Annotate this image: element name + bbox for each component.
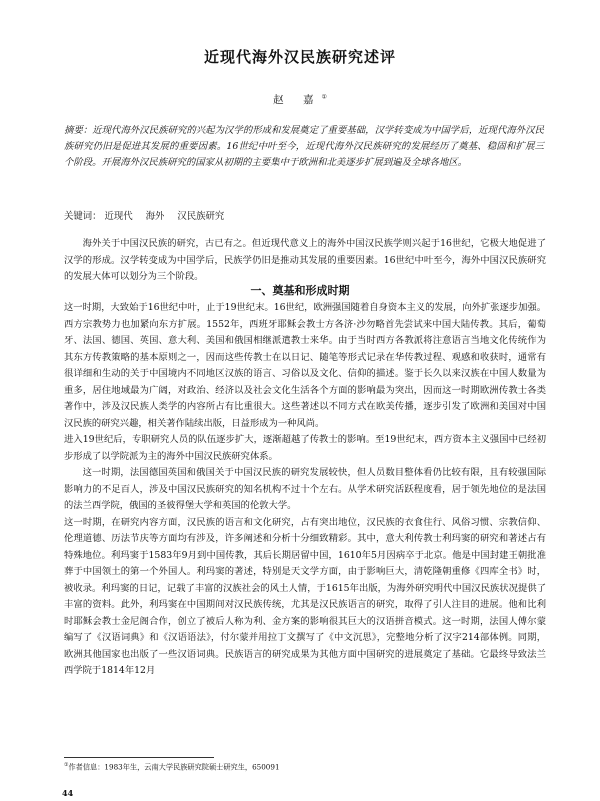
intro-section bbox=[64, 236, 546, 286]
body-paragraph: 进入19世纪后，专职研究人员的队伍逐步扩大，逐渐超越了传教士的影响。至19世纪末，西方资本主义强国中已经初步形成了以学院派为主的海外中国汉民族研究体系。 bbox=[64, 434, 546, 462]
keyword: 近现代 bbox=[104, 211, 133, 222]
author-name: 赵 嘉 bbox=[273, 94, 322, 106]
article-title: 近现代海外汉民族研究述评 bbox=[203, 48, 396, 66]
body-paragraph: 这一时期，法国德国英国和俄国关于中国汉民族的研究发展较快，但人员数目整体看仍比较有限，且有较强国际影响力的不足百人，涉及中国汉民族研究的知名机构不过十个左右。从学术研究活跃程度看，居于领先地位的是法国的法兰西学院，俄国的圣彼得堡大学和英国的伦敦大学。 bbox=[64, 467, 546, 511]
keyword: 汉民族研究 bbox=[177, 211, 225, 222]
author-line bbox=[0, 92, 600, 107]
page-number: 44 bbox=[62, 788, 74, 798]
body-paragraph: 这一时期，在研究内容方面，汉民族的语言和文化研究，占有突出地位，汉民族的衣食住行、风俗习惯、宗教信仰、伦理道德、历法节庆等方面均有涉及，许多阐述和分析十分细致精彩。其中，意大利传教士利玛窦的研究和著述占有特殊地位。利玛窦于1583年9月到中国传教，其后长期居留中国，1610年5月因病卒于北京。他是中国封建王朝批准葬于中国领土的第一个外国人。利玛窦的著述，特别是天文学方面，由于影响巨大，清乾隆朝重修《四库全书》时，被收录。利玛窦的日记，记载了丰富的汉族社会的风土人情，于1615年出版，为海外研究明代中国汉民族状况提供了丰富的资料。此外，利玛窦在中国期间对汉民族传统，尤其是汉民族语言的研究，取得了引人注目的进展。他和比利时耶稣会教士金尼阁合作，创立了被后人称为利、金方案的影响很其巨大的汉语拼音模式。这一时期，法国人傅尔蒙编写了《汉语词典》和《汉语语法》，付尔蒙并用拉丁文撰写了《中文沉思》，完整地分析了汉字214部体例。同期，欧洲其他国家也出版了一些汉语词典。民族语言的研究成果为其他方面中国研究的进展奠定了基础。它最终导致法兰西学院于1814年12月 bbox=[64, 516, 546, 676]
footnote-divider bbox=[64, 757, 214, 758]
section-body bbox=[64, 300, 546, 680]
footnote-mark: ① bbox=[64, 762, 69, 768]
footnote bbox=[64, 762, 544, 772]
section-heading: 一、奠基和形成时期 bbox=[250, 284, 350, 297]
intro-paragraph: 海外关于中国汉民族的研究，古已有之。但近现代意义上的海外中国汉民族学则兴起于16世纪，它极大地促进了汉学的形成。汉学转变成为中国学后，民族学仍旧是推动其发展的重要因素。16世纪中叶至今，海外中国汉民族研究的发展大体可以划分为三个阶段。 bbox=[64, 238, 546, 282]
keywords-label: 关键词： bbox=[64, 211, 102, 222]
keywords bbox=[64, 208, 544, 222]
abstract: 摘要：近现代海外汉民族研究的兴起为汉学的形成和发展奠定了重要基础，汉学转变成为中国学后，近现代海外汉民族研究仍旧是促进其发展的重要因素。16世纪中叶至今，近现代海外汉民族研究的发展经历了奠基、稳固和扩展三个阶段。开展海外汉民族研究的国家从初期的主要集中于欧洲和北美逐步扩展到遍及全球各地区。 bbox=[64, 125, 544, 168]
keyword: 海外 bbox=[145, 211, 165, 222]
body-paragraph: 这一时期，大致始于16世纪中叶，止于19世纪末。16世纪，欧洲强国随着自身资本主义的发展，向外扩张逐步加强。西方宗教势力也加紧向东方扩展。1552年，西班牙耶稣会教士方各济·沙勿略首先尝试来中国大陆传教。其后，葡萄牙、法国、德国、英国、意大利、美国和俄国相继派遣教士来华。由于当时西方各教派将注意语言当地文化传统作为其东方传教策略的基本原则之一，因而这些传教士在以日记、随笔等形式记录在华传教过程、观感和收获时，通常有很详细和生动的关于中国境内不同地区汉族的语言、习俗以及文化、信仰的描述。鉴于长久以来汉族在中国人数量为重多，居住地域最为广阔，对政治、经济以及社会文化生活各个方面的影响最为突出，因而这一时期欧洲传教士各类著作中，涉及汉民族人类学的内容所占有比重很大。这些著述以不同方式在欧美传播，逐步引发了欧洲和美国对中国汉民族的研究兴趣，相关著作陆续出版，日益形成为一种风尚。 bbox=[64, 302, 546, 429]
footnote-text: 作者信息：1983年生，云南大学民族研究院硕士研究生，650091 bbox=[68, 762, 280, 772]
author-footnote-mark: ① bbox=[321, 93, 327, 101]
